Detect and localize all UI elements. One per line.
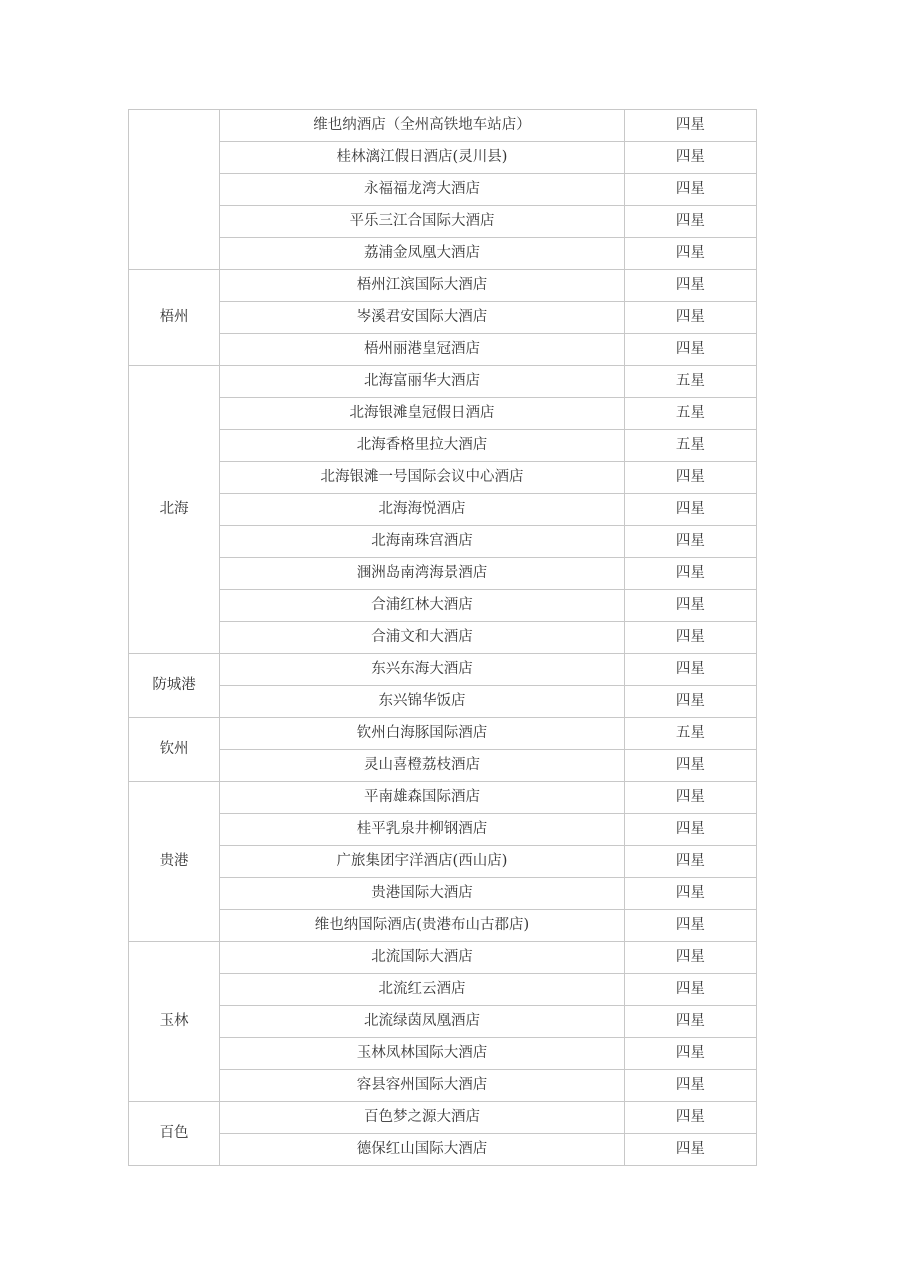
city-cell: 百色 [129, 1102, 220, 1166]
star-rating-cell: 四星 [624, 974, 756, 1006]
star-rating-cell: 四星 [624, 1006, 756, 1038]
table-row [129, 238, 757, 270]
table-row [129, 334, 757, 366]
city-cell: 玉林 [129, 942, 220, 1102]
hotel-name-cell: 岑溪君安国际大酒店 [220, 302, 625, 334]
table-row [129, 142, 757, 174]
star-rating-cell: 四星 [624, 1134, 756, 1166]
star-rating-cell: 四星 [624, 238, 756, 270]
hotel-name-cell: 桂平乳泉井柳钢酒店 [220, 814, 625, 846]
hotel-name-cell: 梧州江滨国际大酒店 [220, 270, 625, 302]
city-cell: 北海 [129, 366, 220, 654]
star-rating-cell: 四星 [624, 1038, 756, 1070]
hotel-name-cell: 北流红云酒店 [220, 974, 625, 1006]
table-row [129, 1102, 757, 1134]
hotel-name-cell: 北流绿茵凤凰酒店 [220, 1006, 625, 1038]
hotel-name-cell: 梧州丽港皇冠酒店 [220, 334, 625, 366]
hotel-name-cell: 永福福龙湾大酒店 [220, 174, 625, 206]
table-row [129, 942, 757, 974]
table-row [129, 1134, 757, 1166]
table-row [129, 590, 757, 622]
star-rating-cell: 四星 [624, 142, 756, 174]
hotel-name-cell: 钦州白海豚国际酒店 [220, 718, 625, 750]
hotel-name-cell: 桂林漓江假日酒店(灵川县) [220, 142, 625, 174]
table-row [129, 1038, 757, 1070]
city-cell: 梧州 [129, 270, 220, 366]
star-rating-cell: 五星 [624, 718, 756, 750]
table-row [129, 622, 757, 654]
hotel-name-cell: 北海银滩皇冠假日酒店 [220, 398, 625, 430]
star-rating-cell: 四星 [624, 270, 756, 302]
star-rating-cell: 四星 [624, 750, 756, 782]
table-row [129, 750, 757, 782]
table-row [129, 1070, 757, 1102]
hotel-name-cell: 维也纳酒店（全州高铁地车站店） [220, 110, 625, 142]
city-cell [129, 110, 220, 270]
hotel-name-cell: 北海香格里拉大酒店 [220, 430, 625, 462]
hotel-name-cell: 平乐三江合国际大酒店 [220, 206, 625, 238]
table-row [129, 270, 757, 302]
city-cell: 防城港 [129, 654, 220, 718]
hotel-name-cell: 东兴东海大酒店 [220, 654, 625, 686]
star-rating-cell: 四星 [624, 686, 756, 718]
star-rating-cell: 四星 [624, 910, 756, 942]
hotel-name-cell: 北海富丽华大酒店 [220, 366, 625, 398]
star-rating-cell: 四星 [624, 558, 756, 590]
table-row [129, 878, 757, 910]
hotel-name-cell: 维也纳国际酒店(贵港布山古郡店) [220, 910, 625, 942]
star-rating-cell: 四星 [624, 1102, 756, 1134]
star-rating-cell: 五星 [624, 430, 756, 462]
hotel-name-cell: 广旅集团宇洋酒店(西山店) [220, 846, 625, 878]
hotel-name-cell: 北海南珠宫酒店 [220, 526, 625, 558]
table-row [129, 814, 757, 846]
table-row [129, 558, 757, 590]
star-rating-cell: 四星 [624, 814, 756, 846]
star-rating-cell: 四星 [624, 526, 756, 558]
star-rating-cell: 四星 [624, 622, 756, 654]
star-rating-cell: 四星 [624, 846, 756, 878]
hotel-name-cell: 灵山喜橙荔枝酒店 [220, 750, 625, 782]
hotel-name-cell: 北海海悦酒店 [220, 494, 625, 526]
hotel-name-cell: 百色梦之源大酒店 [220, 1102, 625, 1134]
table-row [129, 174, 757, 206]
table-row [129, 782, 757, 814]
star-rating-cell: 四星 [624, 590, 756, 622]
hotel-name-cell: 合浦红林大酒店 [220, 590, 625, 622]
star-rating-cell: 四星 [624, 782, 756, 814]
star-rating-cell: 四星 [624, 174, 756, 206]
hotel-name-cell: 德保红山国际大酒店 [220, 1134, 625, 1166]
table-row [129, 910, 757, 942]
star-rating-cell: 四星 [624, 1070, 756, 1102]
hotel-name-cell: 涠洲岛南湾海景酒店 [220, 558, 625, 590]
table-row [129, 398, 757, 430]
table-row [129, 462, 757, 494]
table-row [129, 686, 757, 718]
table-row [129, 494, 757, 526]
hotel-name-cell: 北海银滩一号国际会议中心酒店 [220, 462, 625, 494]
star-rating-cell: 四星 [624, 334, 756, 366]
star-rating-cell: 四星 [624, 302, 756, 334]
hotel-name-cell: 平南雄森国际酒店 [220, 782, 625, 814]
star-rating-cell: 四星 [624, 878, 756, 910]
hotel-name-cell: 容县容州国际大酒店 [220, 1070, 625, 1102]
city-cell: 贵港 [129, 782, 220, 942]
hotel-name-cell: 北流国际大酒店 [220, 942, 625, 974]
star-rating-cell: 四星 [624, 462, 756, 494]
hotel-name-cell: 玉林凤林国际大酒店 [220, 1038, 625, 1070]
star-rating-cell: 五星 [624, 366, 756, 398]
star-rating-cell: 四星 [624, 110, 756, 142]
table-row [129, 974, 757, 1006]
hotel-table [128, 109, 757, 1166]
hotel-name-cell: 荔浦金凤凰大酒店 [220, 238, 625, 270]
hotel-name-cell: 合浦文和大酒店 [220, 622, 625, 654]
star-rating-cell: 四星 [624, 654, 756, 686]
city-cell: 钦州 [129, 718, 220, 782]
table-row [129, 846, 757, 878]
hotel-table-body [129, 110, 757, 1166]
table-row [129, 302, 757, 334]
table-row [129, 206, 757, 238]
table-row [129, 366, 757, 398]
hotel-name-cell: 贵港国际大酒店 [220, 878, 625, 910]
table-row [129, 654, 757, 686]
table-row [129, 430, 757, 462]
table-row [129, 110, 757, 142]
star-rating-cell: 五星 [624, 398, 756, 430]
table-row [129, 718, 757, 750]
hotel-name-cell: 东兴锦华饭店 [220, 686, 625, 718]
star-rating-cell: 四星 [624, 942, 756, 974]
star-rating-cell: 四星 [624, 494, 756, 526]
table-row [129, 1006, 757, 1038]
table-row [129, 526, 757, 558]
star-rating-cell: 四星 [624, 206, 756, 238]
